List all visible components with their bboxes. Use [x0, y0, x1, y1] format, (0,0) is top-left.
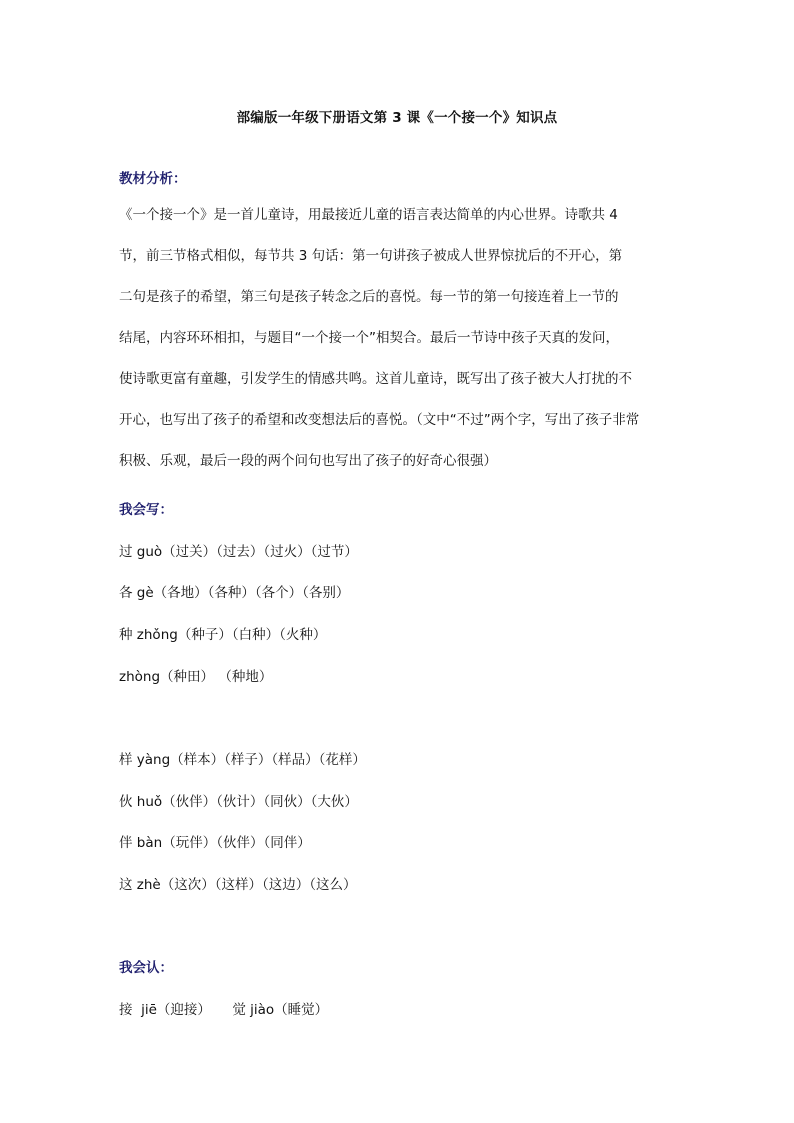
paragraph-line: 《一个接一个》是一首儿童诗，用最接近儿童的语言表达简单的内心世界。诗歌共 4 [119, 207, 618, 223]
vocab-item: 各 gè（各地）（各种）（各个）（各别） [119, 585, 350, 601]
section-heading-analysis: 教材分析： [119, 171, 187, 187]
paragraph-line: 节，前三节格式相似，每节共 3 句话：第一句讲孩子被成人世界惊扰后的不开心，第 [119, 248, 623, 264]
vocab-item: zhòng（种田） （种地） [119, 669, 273, 685]
vocab-item: 伴 bàn（玩伴）（伙伴）（同伴） [119, 835, 311, 851]
vocab-item: 伙 huǒ（伙伴）（伙计）（同伙）（大伙） [119, 794, 358, 810]
section-heading-recognize: 我会认： [119, 960, 173, 976]
vocab-item: 种 zhǒng（种子）（白种）（火种） [119, 627, 327, 643]
paragraph-line: 开心，也写出了孩子的希望和改变想法后的喜悦。（文中“不过”两个字，写出了孩子非常 [119, 412, 640, 428]
page-title: 部编版一年级下册语文第 3 课《一个接一个》知识点 [236, 110, 558, 126]
recognize-item: 接 jiē（迎接） 觉 jiào（睡觉） [119, 1002, 329, 1018]
paragraph-line: 积极、乐观，最后一段的两个问句也写出了孩子的好奇心很强） [119, 453, 497, 469]
analysis-paragraph [119, 195, 679, 482]
paragraph-line: 二句是孩子的希望，第三句是孩子转念之后的喜悦。每一节的第一句接连着上一节的 [119, 289, 619, 305]
vocab-item: 这 zhè（这次）（这样）（这边）（这么） [119, 877, 357, 893]
paragraph-line: 结尾，内容环环相扣，与题目“一个接一个”相契合。最后一节诗中孩子天真的发问， [119, 330, 619, 346]
section-heading-write: 我会写： [119, 502, 173, 518]
paragraph-line: 使诗歌更富有童趣，引发学生的情感共鸣。这首儿童诗，既写出了孩子被大人打扰的不 [119, 371, 632, 387]
vocab-item: 过 guò（过关）（过去）（过火）（过节） [119, 544, 358, 560]
vocab-item: 样 yàng（样本）（样子）（样品）（花样） [119, 752, 366, 768]
